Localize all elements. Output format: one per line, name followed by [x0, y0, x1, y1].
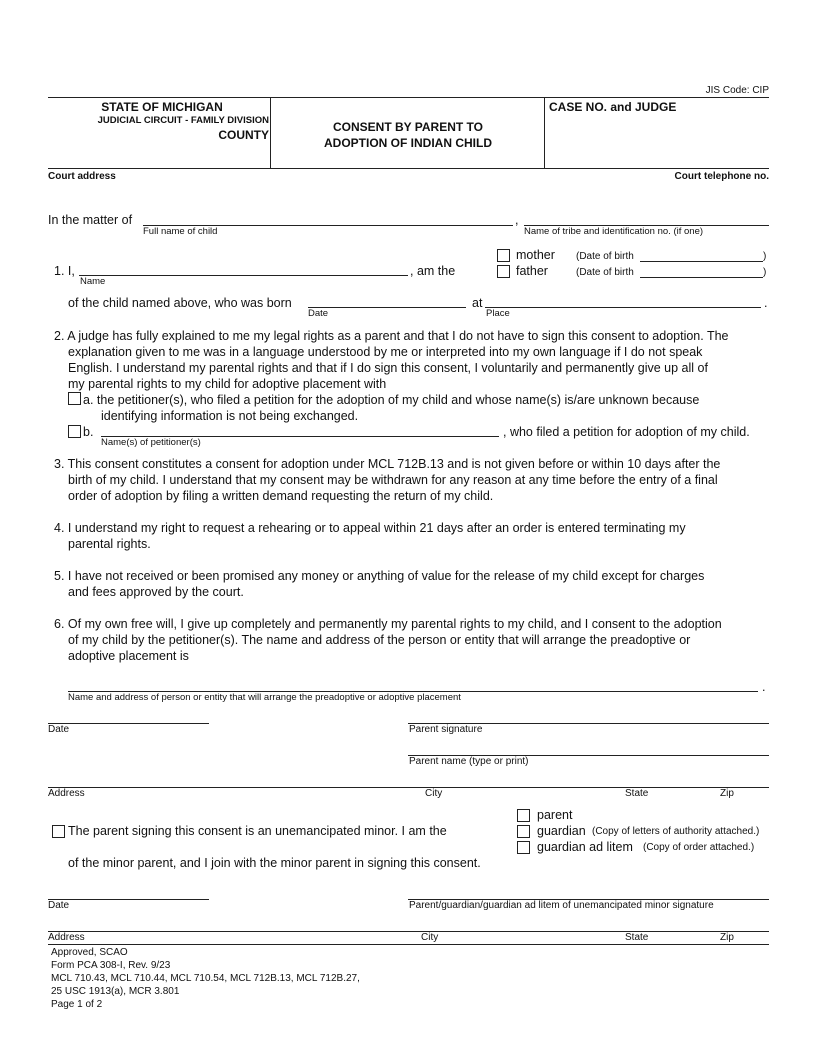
father-dob-label: (Date of birth	[576, 267, 634, 278]
case-no-label: CASE NO. and JUDGE	[549, 100, 677, 114]
minor-guardian-checkbox[interactable]	[517, 825, 530, 838]
mother-label: mother	[516, 248, 555, 262]
county-label: COUNTY	[218, 128, 269, 142]
father-label: father	[516, 264, 548, 278]
mother-dob-field[interactable]	[640, 261, 763, 262]
header-top-rule	[48, 97, 769, 98]
option-b-label: b.	[83, 425, 94, 439]
birth-date-field[interactable]	[308, 307, 466, 308]
address-field-2[interactable]	[48, 931, 769, 932]
item6-line3: adoptive placement is	[68, 649, 189, 663]
footer-mcl: MCL 710.43, MCL 710.44, MCL 710.54, MCL 712B.13, MCL 712B.27,	[51, 973, 360, 984]
parent-name-field[interactable]	[79, 275, 408, 276]
jis-code: JIS Code: CIP	[705, 85, 769, 96]
child-name-caption: Full name of child	[143, 226, 218, 237]
unemancipated-minor-checkbox[interactable]	[52, 825, 65, 838]
state-name: STATE OF MICHIGAN	[101, 100, 223, 114]
option-b-suffix: , who filed a petition for adoption of my child.	[503, 425, 750, 439]
date-label-2: Date	[48, 900, 70, 911]
minor-parent-checkbox[interactable]	[517, 809, 530, 822]
item5-line1: 5. I have not received or been promised any money or anything of value for the release of my child except for charges	[54, 569, 705, 583]
item2-line4: my parental rights to my child for adoptive placement with	[68, 377, 387, 391]
state-label-2: State	[625, 932, 649, 943]
item4-line1: 4. I understand my right to request a rehearing or to appeal within 21 days after an order is entered terminating my	[54, 521, 686, 535]
zip-label-2: Zip	[720, 932, 734, 943]
header-bottom-rule	[48, 168, 769, 169]
item2-line2: explanation given to me was in a language understood by me or interpreted into my own language if I do not speak	[68, 345, 703, 359]
form-title-line1: CONSENT BY PARENT TO	[332, 120, 484, 134]
item6-line1: 6. Of my own free will, I give up completely and permanently my parental rights to my child, and I consent to the adoption	[54, 617, 722, 631]
minor-statement: The parent signing this consent is an unemancipated minor. I am the	[68, 824, 447, 838]
footer-approved: Approved, SCAO	[51, 947, 128, 958]
footer-usc: 25 USC 1913(a), MCR 3.801	[51, 986, 180, 997]
tribe-caption: Name of tribe and identification no. (if one)	[524, 226, 704, 237]
court-telephone-label: Court telephone no.	[674, 171, 769, 182]
footer-page: Page 1 of 2	[51, 999, 103, 1010]
item2-line3: English. I understand my parental rights and that if I do sign this consent, I voluntarily and permanently give up all of	[68, 361, 708, 375]
am-the-label: , am the	[410, 264, 456, 278]
city-label-2: City	[421, 932, 439, 943]
item1-prefix: 1. I,	[54, 264, 75, 278]
minor-join-text: of the minor parent, and I join with the minor parent in signing this consent.	[68, 856, 481, 870]
zip-label-1: Zip	[720, 788, 734, 799]
address-label-1: Address	[48, 788, 85, 799]
item3-line1: 3. This consent constitutes a consent for adoption under MCL 712B.13 and is not given before or within 10 days after the	[54, 457, 721, 471]
petitioner-caption: Name(s) of petitioner(s)	[101, 437, 201, 448]
birth-place-field[interactable]	[485, 307, 761, 308]
city-label-1: City	[425, 788, 443, 799]
minor-parent-label: parent	[537, 808, 573, 822]
item5-line2: and fees approved by the court.	[68, 585, 244, 599]
item3-line3: order of adoption by filing a written demand requesting the return of my child.	[68, 489, 494, 503]
header-divider-right	[544, 97, 545, 168]
place-caption: Place	[486, 308, 510, 319]
item3-line2: birth of my child. I understand that my consent may be withdrawn for any reason at any time before the entry of a final	[68, 473, 718, 487]
minor-guardian-label: guardian	[537, 824, 586, 838]
address-field-1[interactable]	[48, 787, 769, 788]
minor-gal-checkbox[interactable]	[517, 841, 530, 854]
judicial-circuit-label: JUDICIAL CIRCUIT - FAMILY DIVISION	[97, 115, 269, 126]
option-a-line1: a. the petitioner(s), who filed a petition for the adoption of my child and whose name(s) is/are unknown because	[83, 393, 700, 407]
address-label-2: Address	[48, 932, 85, 943]
date-field-2[interactable]	[48, 899, 209, 900]
mother-dob-label: (Date of birth	[576, 251, 634, 262]
form-title-line2: ADOPTION OF INDIAN CHILD	[324, 136, 492, 150]
matter-label: In the matter of	[48, 213, 133, 227]
name-caption: Name	[80, 276, 106, 287]
court-address-label: Court address	[48, 171, 116, 182]
minor-gal-label: guardian ad litem	[537, 840, 633, 854]
date-field-1[interactable]	[48, 723, 209, 724]
item6-line2: of my child by the petitioner(s). The name and address of the person or entity that will arrange the preadoptive or	[68, 633, 691, 647]
option-a-checkbox[interactable]	[68, 392, 81, 405]
placement-caption: Name and address of person or entity that will arrange the preadoptive or adoptive placement	[68, 692, 461, 703]
parent-name-print-label: Parent name (type or print)	[409, 756, 529, 767]
date-caption: Date	[308, 308, 329, 319]
at-label: at	[472, 296, 483, 310]
father-checkbox[interactable]	[497, 265, 510, 278]
gal-note: (Copy of order attached.)	[643, 842, 755, 853]
father-dob-field[interactable]	[640, 277, 763, 278]
item2-line1: 2. A judge has fully explained to me my legal rights as a parent and that I do not have to sign this consent to adoption. The	[54, 329, 729, 343]
item4-line2: parental rights.	[68, 537, 151, 551]
footer-form: Form PCA 308-I, Rev. 9/23	[51, 960, 171, 971]
option-a-line2: identifying information is not being exchanged.	[101, 409, 359, 423]
state-label-1: State	[625, 788, 649, 799]
option-b-checkbox[interactable]	[68, 425, 81, 438]
born-text: of the child named above, who was born	[68, 296, 292, 310]
minor-signature-label: Parent/guardian/guardian ad litem of unemancipated minor signature	[409, 900, 714, 911]
guardian-note: (Copy of letters of authority attached.)	[592, 826, 760, 837]
date-label-1: Date	[48, 724, 70, 735]
mother-checkbox[interactable]	[497, 249, 510, 262]
parent-signature-label: Parent signature	[409, 724, 483, 735]
footer-rule	[48, 944, 769, 945]
